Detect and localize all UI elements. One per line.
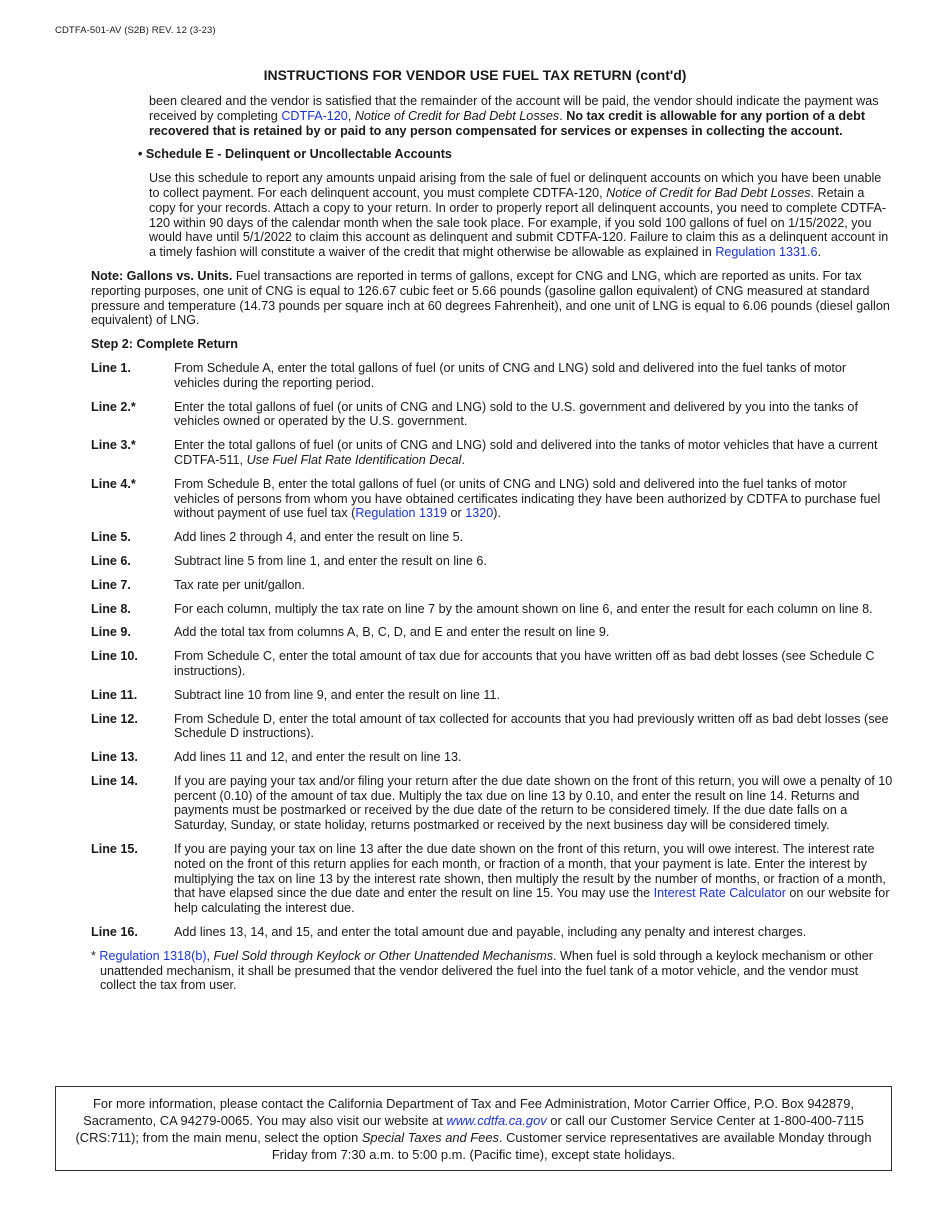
cdtfa-120-link[interactable]: CDTFA-120 xyxy=(281,108,348,123)
website-link[interactable]: www.cdtfa.ca.gov xyxy=(446,1112,547,1128)
footnote: * Regulation 1318(b), Fuel Sold through Keylock or Other Unattended Mechanisms. When fuel is sold through a keylock mechanism or other unattended mechanism, it shall be presumed that the vendor delivered the fuel into the fuel tank of a motor vehicle, and the vendor must collect the tax from user. xyxy=(91,948,873,993)
instructions-body xyxy=(91,94,893,993)
line-1: Line 1. From Schedule A, enter the total gallons of fuel (or units of CNG and LNG) sold and delivered into the fuel tanks of motor vehicles during the reporting period. xyxy=(91,360,847,390)
regulation-1318b-link[interactable]: Regulation 1318(b) xyxy=(99,948,207,963)
line-2: Line 2.* Enter the total gallons of fuel (or units of CNG and LNG) sold to the U.S. government and delivered by you into the tanks of vehicles owned or operated by the U.S. government. xyxy=(91,399,858,429)
interest-rate-calculator-link[interactable]: Interest Rate Calculator xyxy=(653,886,786,901)
regulation-1331-6-link[interactable]: Regulation 1331.6 xyxy=(715,245,818,260)
line-12: Line 12. From Schedule D, enter the total amount of tax collected for accounts that you had previously written off as bad debt losses (see Schedule D instructions). xyxy=(91,711,889,741)
schedule-e-heading: • Schedule E - Delinquent or Uncollectable Accounts xyxy=(138,147,452,162)
continuation-paragraph: been cleared and the vendor is satisfied that the remainder of the account will be paid, the vendor should indicate the payment was received by completing CDTFA-120, Notice of Credit for Bad Debt Losses. No tax credit is allowable for any portion of a debt recovered that is retained by or paid to any person compensated for services or expenses in collecting the account. xyxy=(149,94,879,138)
regulation-1319-link[interactable]: Regulation 1319 xyxy=(355,506,448,521)
line-5: Line 5. Add lines 2 through 4, and enter the result on line 5. xyxy=(91,530,464,545)
schedule-e-paragraph: Use this schedule to report any amounts unpaid arising from the sale of fuel or delinquent accounts on which you have been unable to collect payment. For each delinquent account, you must complete CDTFA-120, Notice of Credit for Bad Debt Losses. Retain a copy for your records. Attach a copy to your return. In order to properly report all delinquent accounts, you need to complete CDTFA-120 within 90 days of the calendar month when the sale took place. For example, if you sold 100 gallons of fuel on 1/15/2022, you would have until 5/1/2022 to claim this account as delinquent and submit CDTFA-120. Failure to claim this as a delinquent account in a timely fashion will constitute a waiver of the credit that might otherwise be allowable as explained in Regulation 1331.6. xyxy=(149,171,889,260)
contact-info-box xyxy=(55,1086,892,1171)
line-6: Line 6. Subtract line 5 from line 1, and enter the result on line 6. xyxy=(91,553,487,568)
page-title: INSTRUCTIONS FOR VENDOR USE FUEL TAX RETURN (cont'd) xyxy=(263,67,687,83)
line-3: Line 3.* Enter the total gallons of fuel (or units of CNG and LNG) sold and delivered into the tanks of motor vehicles that have a current CDTFA-511, Use Fuel Flat Rate Identification Decal. xyxy=(91,438,878,467)
line-13: Line 13. Add lines 11 and 12, and enter the result on line 13. xyxy=(91,750,462,765)
line-9: Line 9. Add the total tax from columns A, B, C, D, and E and enter the result on line 9. xyxy=(91,625,610,640)
line-4: Line 4.* From Schedule B, enter the total gallons of fuel (or units of CNG and LNG) sold and delivered into the fuel tanks of motor vehicles of persons from whom you have obtained certificates indicating they have been authorized by CDTFA to purchase fuel without payment of use fuel tax (Regulation 1319 or 1320). xyxy=(91,476,881,521)
line-16: Line 16. Add lines 13, 14, and 15, and enter the total amount due and payable, including any penalty and interest charges. xyxy=(91,925,807,940)
line-15: Line 15. If you are paying your tax on line 13 after the due date shown on the front of this return, you will owe interest. The interest rate noted on the front of this return applies for each month, or fraction of a month, that your payment is late. Enter the interest by multiplying the tax on line 13 by the interest rate shown, then multiply the result by the number of months, or fraction of a month, that have elapsed since the due date and enter the result on line 15. You may use the Interest Rate Calculator on our website for help calculating the interest due. xyxy=(91,842,890,916)
contact-info-text: For more information, please contact the California Department of Tax and Fee Administration, Motor Carrier Office, P.O. Box 942879, Sacramento, CA 94279-0065. You may also visit our website at www.cdtfa.ca.gov or call our Customer Service Center at 1-800-400-7115 (CRS:711); from the main menu, select the option Special Taxes and Fees. Customer service representatives are available Monday through Friday from 7:30 a.m. to 5:00 p.m. (Pacific time), except state holidays. xyxy=(75,1095,872,1162)
form-id: CDTFA-501-AV (S2B) REV. 12 (3-23) xyxy=(55,25,216,36)
line-8: Line 8. For each column, multiply the tax rate on line 7 by the amount shown on line 6, and enter the result for each column on line 8. xyxy=(91,601,873,616)
line-7: Line 7. Tax rate per unit/gallon. xyxy=(91,577,305,592)
line-10: Line 10. From Schedule C, enter the total amount of tax due for accounts that you have written off as bad debt losses (see Schedule C instructions). xyxy=(91,649,875,678)
regulation-1320-link[interactable]: 1320 xyxy=(465,506,494,521)
line-11: Line 11. Subtract line 10 from line 9, and enter the result on line 11. xyxy=(91,687,500,702)
line-14: Line 14. If you are paying your tax and/or filing your return after the due date shown on the front of this return, you will owe a penalty of 10 percent (0.10) of the amount of tax due. Multiply the tax due on line 13 by 0.10, and enter the result on line 14. Returns and payments must be postmarked or received by the due date of the return to be considered timely. If the due date falls on a Saturday, Sunday, or state holiday, returns postmarked or received by the next business day will be considered timely. xyxy=(91,773,893,833)
step-2-heading: Step 2: Complete Return xyxy=(91,337,238,352)
gallons-units-note: Note: Gallons vs. Units. Fuel transactions are reported in terms of gallons, except for CNG and LNG, which are reported as units. For tax reporting purposes, one unit of CNG is equal to 126.67 cubic feet or 5.66 pounds (gasoline gallon equivalent) of CNG measured at standard pressure and temperature (14.73 pounds per square inch at 60 degrees Fahrenheit), and one unit of LNG is equal to 6.06 pounds (diesel gallon equivalent) of LNG. xyxy=(91,268,890,328)
